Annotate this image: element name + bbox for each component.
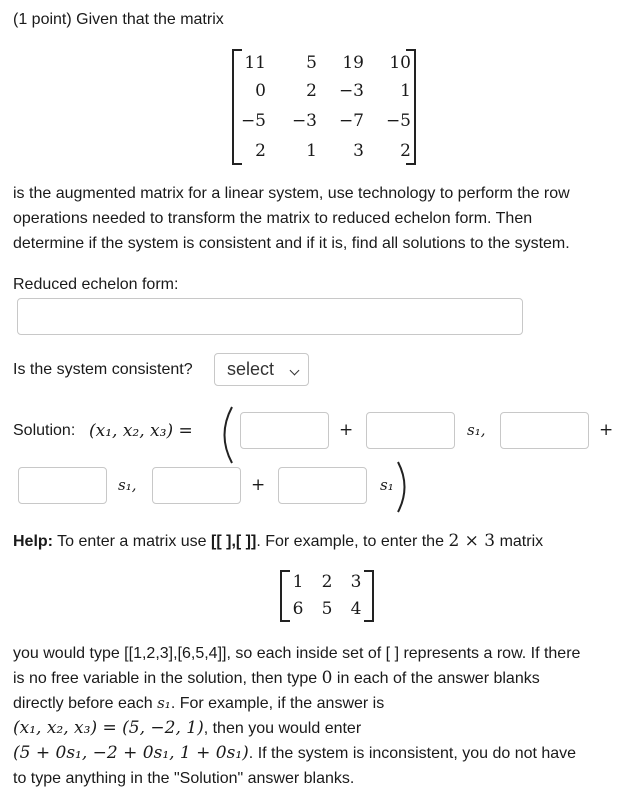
matrix-cell: −5 [385,111,411,131]
problem-description [13,181,638,256]
help-s1: s₁ [157,694,171,712]
matrix-cell: 0 [255,81,266,101]
matrix-cell: 2 [306,81,317,101]
help-line: to type anything in the "Solution" answer blanks. [13,770,355,787]
help-label: Help: [13,533,53,550]
description-line: determine if the system is consistent and if it is, find all solutions to the system. [13,235,570,252]
matrix-cell: −7 [338,111,364,131]
help-syntax: [[ ],[ ]] [211,533,257,550]
consistent-select[interactable] [214,353,309,386]
chevron-down-icon [290,366,300,376]
matrix-cell: 2 [400,141,411,161]
matrix-cell: 1 [400,81,411,101]
example-matrix-cell: 6 [292,599,304,619]
help-line [13,716,638,741]
matrix-cell: −3 [338,81,364,101]
help-line [13,741,638,766]
consistent-selected-value: select [227,359,275,379]
consistent-label: Is the system consistent? [13,361,193,378]
solution-lhs: (x₁, x₂, x₃) = [89,421,193,441]
matrix-cell: 2 [255,141,266,161]
solution-x2-coef-input[interactable] [18,467,107,504]
help-paragraph [13,641,638,791]
solution-x1-constant-input[interactable] [240,412,329,449]
example-matrix-cell: 1 [292,572,304,592]
help-text: in each of the answer blanks [336,670,540,687]
description-line: operations needed to transform the matrix to reduced echelon form. Then [13,210,533,227]
help-line: you would type [[1,2,3],[6,5,4]], so each inside set of [ ] represents a row. If there [13,645,581,662]
help-text: . For example, to enter the [256,533,444,550]
example-matrix-cell: 5 [321,599,333,619]
matrix-cell: 3 [353,141,364,161]
plus-sign: + [339,420,354,440]
help-text: . If the system is inconsistent, you do not have [248,745,577,762]
help-math: (x₁, x₂, x₃) = (5, −2, 1) [13,718,204,738]
help-line [13,691,638,716]
matrix-cell: 11 [244,53,266,73]
help-text: . For example, if the answer is [170,695,385,712]
help-math: (5 + 0s₁, −2 + 0s₁, 1 + 0s₁) [13,743,249,763]
problem-intro: (1 point) Given that the matrix [13,11,224,28]
augmented-matrix [232,49,416,165]
matrix-cell: −3 [291,111,317,131]
plus-sign: + [599,420,614,440]
matrix-cell: 10 [389,53,411,73]
example-matrix-cell: 4 [350,599,362,619]
help-line [13,531,543,551]
reduced-label: Reduced echelon form: [13,276,179,293]
reduced-echelon-input[interactable] [17,298,523,335]
plus-sign: + [251,475,266,495]
solution-x1-coef-input[interactable] [366,412,455,449]
solution-label: Solution: [13,422,76,439]
description-line: is the augmented matrix for a linear system, use technology to perform the row [13,185,570,202]
help-text: is no free variable in the solution, then type [13,670,318,687]
s1-variable: s₁, [118,476,137,494]
matrix-cell: −5 [240,111,266,131]
help-text: matrix [499,533,544,550]
help-dims: 2 × 3 [448,531,496,551]
solution-x2-constant-input[interactable] [500,412,589,449]
example-matrix-cell: 3 [350,572,362,592]
solution-x3-coef-input[interactable] [278,467,367,504]
help-text: To enter a matrix use [57,533,207,550]
example-matrix [280,570,374,622]
solution-x3-constant-input[interactable] [152,467,241,504]
help-line [13,666,638,691]
help-text: , then you would enter [203,720,362,737]
matrix-cell: 5 [306,53,317,73]
matrix-cell: 19 [342,53,364,73]
left-paren-icon [214,405,238,465]
matrix-cell: 1 [306,141,317,161]
help-text: directly before each [13,695,153,712]
example-matrix-cell: 2 [321,572,333,592]
s1-variable: s₁, [467,421,486,439]
s1-variable: s₁ [380,476,394,494]
help-zero: 0 [321,668,333,688]
right-paren-icon [394,460,414,514]
